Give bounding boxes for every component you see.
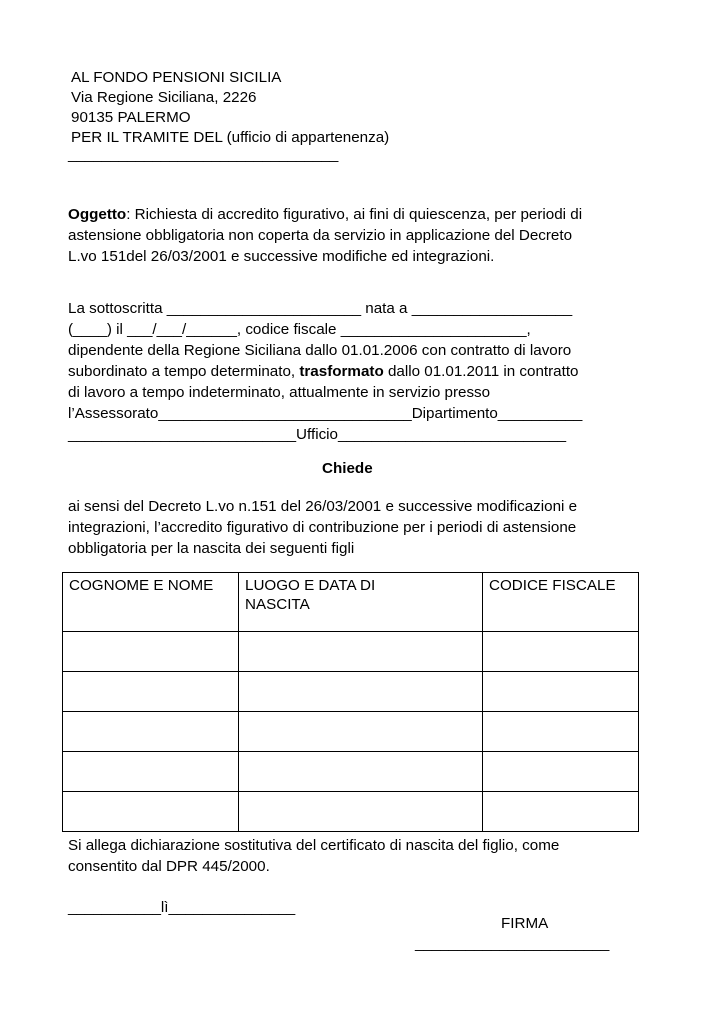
table-cell[interactable] xyxy=(63,712,239,752)
table-cell[interactable] xyxy=(63,792,239,832)
subject-line-2: astensione obbligatoria non coperta da servizio in applicazione del Decreto xyxy=(68,227,573,244)
recipient-line-4: PER IL TRAMITE DEL (ufficio di appartenenza) xyxy=(71,129,390,146)
body-line-7[interactable]: ___________________________Ufficio___________________________ xyxy=(68,426,567,443)
recipient-line-2: Via Regione Siciliana, 2226 xyxy=(71,89,257,106)
table-row xyxy=(63,752,639,792)
table-header-row xyxy=(63,573,639,632)
table-cell[interactable] xyxy=(63,752,239,792)
signature-label: FIRMA xyxy=(501,915,549,932)
recipient-office-blank[interactable]: ________________________________ xyxy=(68,146,339,163)
body-line-2[interactable]: (____) il ___/___/______, codice fiscale ______________________, xyxy=(68,321,531,338)
signature-line[interactable]: _______________________ xyxy=(415,935,610,952)
children-table xyxy=(62,572,639,832)
attachment-line-1: Si allega dichiarazione sostitutiva del certificato di nascita del figlio, come xyxy=(68,837,560,854)
body-line-3: dipendente della Regione Siciliana dallo 01.01.2006 con contratto di lavoro xyxy=(68,342,572,359)
header-birth xyxy=(239,573,483,632)
subject-text-1: : Richiesta di accredito figurativo, ai fini di quiescenza, per periodi di xyxy=(126,206,583,223)
body-line-4-bold: trasformato xyxy=(299,363,384,380)
subject-label: Oggetto xyxy=(68,206,127,223)
table-cell[interactable] xyxy=(483,712,639,752)
table-row xyxy=(63,632,639,672)
table-row xyxy=(63,712,639,752)
table-cell[interactable] xyxy=(483,632,639,672)
body-line-4 xyxy=(68,362,579,382)
attachment-line-2: consentito dal DPR 445/2000. xyxy=(68,858,270,875)
request-heading-text: Chiede xyxy=(322,460,373,477)
table-cell[interactable] xyxy=(63,672,239,712)
recipient-line-1: AL FONDO PENSIONI SICILIA xyxy=(71,69,282,86)
header-name: COGNOME E NOME xyxy=(63,573,239,632)
header-tax-code: CODICE FISCALE xyxy=(483,573,639,632)
table-cell[interactable] xyxy=(239,672,483,712)
body-line-6[interactable]: l’Assessorato______________________________Dipartimento__________ xyxy=(68,405,583,422)
request-heading xyxy=(322,459,373,479)
body-line-4-c: dallo 01.01.2011 in contratto xyxy=(383,363,579,380)
subject-line-1 xyxy=(68,205,582,225)
place-date-field[interactable]: ___________lì_______________ xyxy=(68,899,296,916)
body-line-1[interactable]: La sottoscritta _______________________ nata a ___________________ xyxy=(68,300,573,317)
request-line-2: integrazioni, l’accredito figurativo di contribuzione per i periodi di astensione xyxy=(68,519,577,536)
table-row xyxy=(63,672,639,712)
table-cell[interactable] xyxy=(239,752,483,792)
request-line-3: obbligatoria per la nascita dei seguenti figli xyxy=(68,540,355,557)
table-cell[interactable] xyxy=(483,672,639,712)
body-line-4-a: subordinato a tempo determinato, xyxy=(68,363,300,380)
body-line-5: di lavoro a tempo indeterminato, attualmente in servizio presso xyxy=(68,384,491,401)
request-line-1: ai sensi del Decreto L.vo n.151 del 26/03/2001 e successive modificazioni e xyxy=(68,498,578,515)
header-birth-2: NASCITA xyxy=(245,596,310,613)
subject-line-3: L.vo 151del 26/03/2001 e successive modifiche ed integrazioni. xyxy=(68,248,495,265)
table-row xyxy=(63,792,639,832)
table-cell[interactable] xyxy=(239,712,483,752)
table-cell[interactable] xyxy=(239,632,483,672)
table-cell[interactable] xyxy=(483,752,639,792)
table-cell[interactable] xyxy=(63,632,239,672)
header-birth-1: LUOGO E DATA DI xyxy=(245,577,376,594)
table-cell[interactable] xyxy=(483,792,639,832)
recipient-line-3: 90135 PALERMO xyxy=(71,109,191,126)
table-cell[interactable] xyxy=(239,792,483,832)
